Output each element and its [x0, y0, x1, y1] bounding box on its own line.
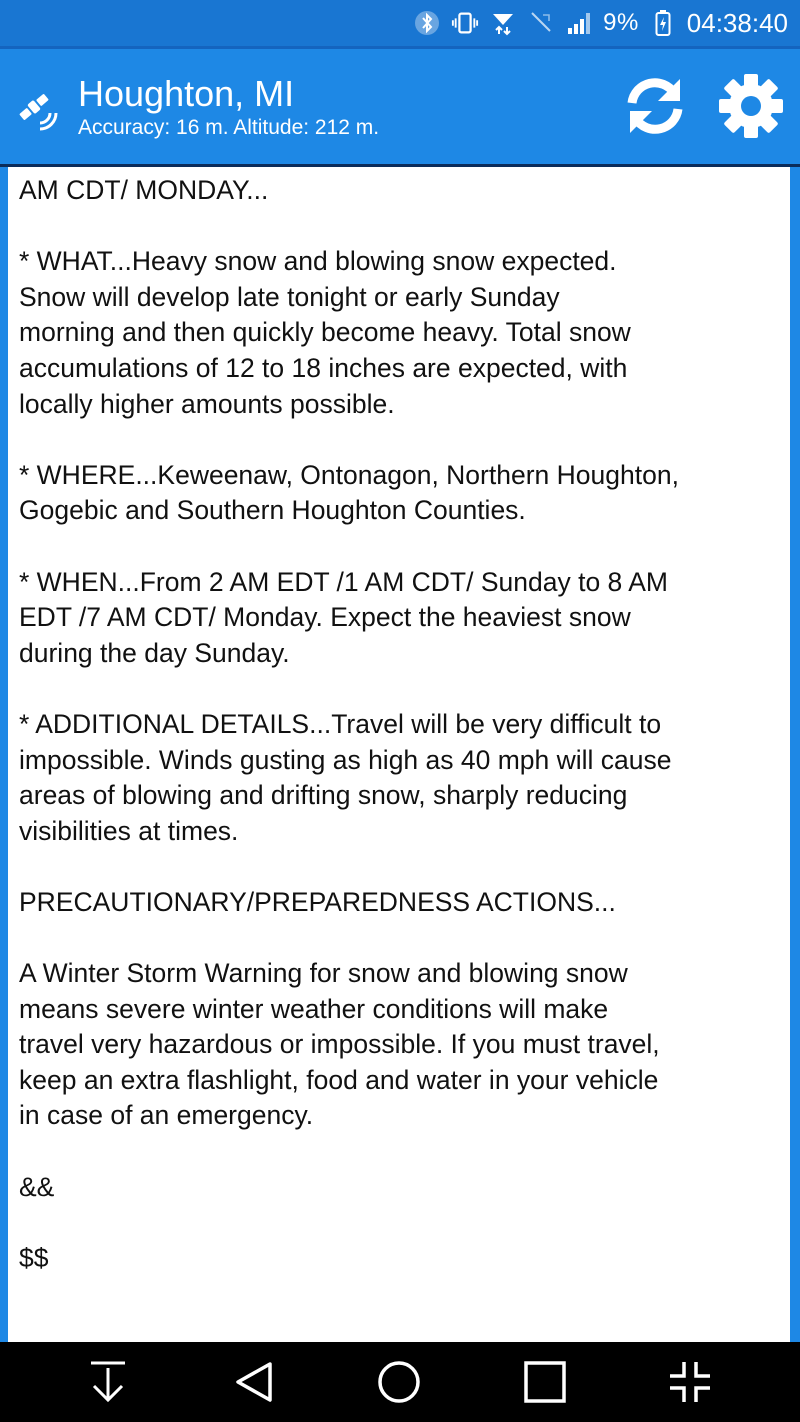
back-triangle-icon	[232, 1360, 276, 1409]
status-icons	[413, 0, 788, 46]
no-signal-icon	[527, 9, 555, 37]
satellite-location-icon[interactable]	[14, 85, 60, 131]
location-subtitle: Accuracy: 16 m. Altitude: 212 m.	[78, 116, 380, 139]
navigation-bar	[0, 1342, 800, 1422]
alert-text: AM CDT/ MONDAY... * WHAT...Heavy snow and blowing snow expected. Snow will develop late tonight or early Sunday morning and then quickly become heavy. Total snow accumulations of 12 to 18 inches are expected, with locally higher amounts possible. * WHERE...Keweenaw, Ontonagon, Northern Houghton, Gogebic and Southern Houghton Counties. * WHEN...From 2 AM EDT /1 AM CDT/ Sunday to 8 AM EDT /7 AM CDT/ Monday. Expect the heaviest snow during the day Sunday. * ADDITIONAL DETAILS...Travel will be very difficult to impossible. Winds gusting as high as 40 mph will cause areas of blowing and drifting snow, sharply reducing visibilities at times. PRECAUTIONARY/PREPAREDNESS ACTIONS... A Winter Storm Warning for snow and blowing snow means severe winter weather conditions will make travel very hazardous or impossible. If you must travel, keep an extra flashlight, food and water in your vehicle in case of an emergency. && $$	[19, 175, 679, 1273]
refresh-icon	[622, 75, 688, 142]
collapse-fullscreen-icon	[668, 1360, 712, 1409]
settings-button[interactable]	[714, 71, 788, 145]
battery-percent: 9%	[603, 9, 639, 36]
data-transfer-icon	[489, 9, 517, 37]
collapse-button[interactable]	[662, 1356, 718, 1412]
home-button[interactable]	[371, 1356, 427, 1412]
settings-gear-icon	[718, 73, 784, 144]
vibrate-icon	[451, 9, 479, 37]
back-button[interactable]	[226, 1356, 282, 1412]
cell-signal-icon	[565, 9, 593, 37]
clock: 04:38:40	[686, 7, 788, 38]
battery-charging-icon	[649, 9, 677, 37]
download-button[interactable]	[80, 1356, 136, 1412]
home-circle-icon	[377, 1360, 421, 1409]
alert-scroll-view[interactable]	[8, 167, 790, 1342]
download-arrow-icon	[88, 1360, 128, 1409]
recents-square-icon	[523, 1360, 567, 1409]
status-bar	[0, 0, 800, 46]
app-bar	[0, 49, 800, 165]
refresh-button[interactable]	[620, 75, 690, 141]
recents-button[interactable]	[517, 1356, 573, 1412]
location-title: Houghton, MI	[78, 73, 295, 114]
bluetooth-icon	[413, 9, 441, 37]
